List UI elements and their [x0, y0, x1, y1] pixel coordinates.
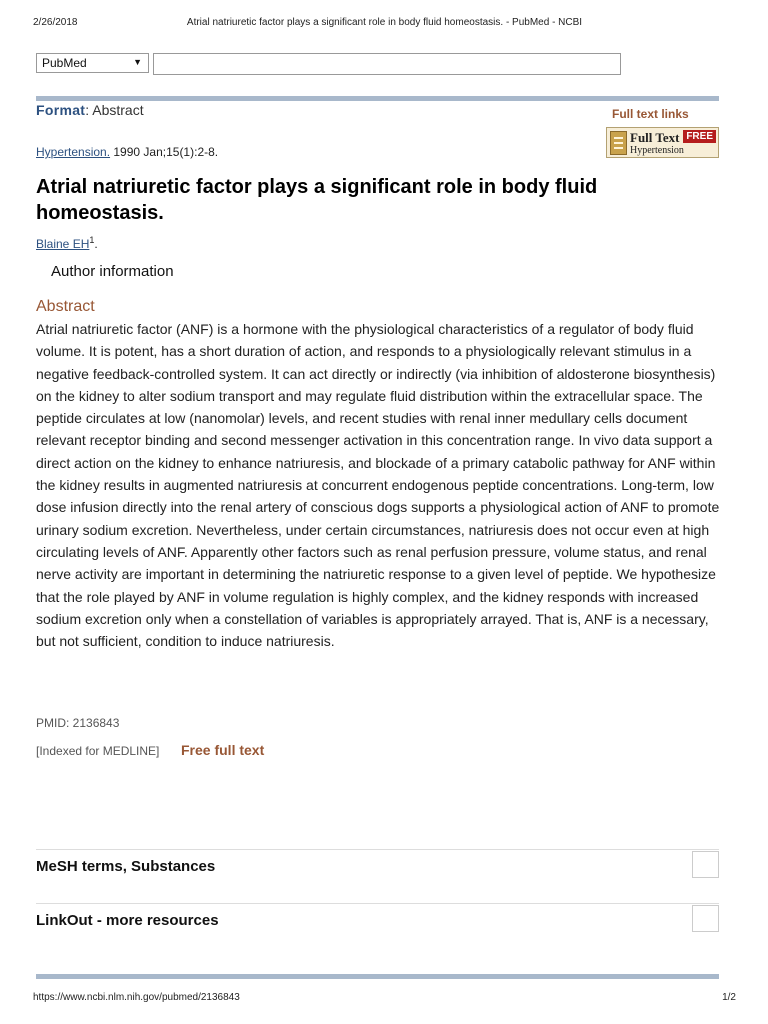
author-list-suffix: . [94, 237, 98, 251]
article-title: Atrial natriuretic factor plays a significant role in body fluid homeostasis. [36, 176, 598, 224]
database-select[interactable] [36, 53, 149, 73]
section-divider [36, 903, 719, 904]
print-page-title: Atrial natriuretic factor plays a significant role in body fluid homeostasis. - PubMed - NCBI [186, 17, 583, 28]
linkout-section-toggle[interactable]: LinkOut - more resources [36, 912, 219, 929]
full-text-badge-label: Full Text [630, 130, 680, 145]
print-date: 2/26/2018 [33, 17, 78, 28]
citation-details: 1990 Jan;15(1):2-8. [110, 145, 219, 159]
linkout-expand-icon[interactable] [692, 905, 719, 932]
indexed-status: [Indexed for MEDLINE] [36, 744, 160, 758]
section-divider [36, 849, 719, 850]
bottom-divider [36, 974, 719, 979]
database-select-value: PubMed [42, 56, 87, 70]
abstract-heading: Abstract [36, 298, 95, 315]
author-information-toggle[interactable]: Author information [51, 263, 174, 280]
format-selector[interactable] [36, 102, 144, 118]
search-input[interactable] [153, 53, 621, 75]
abstract-text: Atrial natriuretic factor (ANF) is a hormone with the physiological characteristics of a regulator of body fluid volume. It is potent, has a short duration of action, and responds to a physiologically relevant stimulus in a negative feedback-controlled system. It can act directly or indirectly (via inhibition of aldosterone biosynthesis) on the kidney to alter sodium transport and may regulate fluid distribution within the extracellular space. The peptide circulates at low (nanomolar) levels, and recent studies with renal inner medullary cells document relevant receptor binding and second messenger activation in this concentration range. In vivo data support a direct action on the kidney to enhance natriuresis, and blockade of a primary catabolic pathway for ANF within the kidney results in augmented natriuresis at concurrent endogenous peptide concentrations. Long-term, low dose infusion directly into the renal artery of conscious dogs supports a physiological action of ANF to promote urinary sodium excretion. Nevertheless, under certain circumstances, natriuresis does not occur even at high circulating levels of ANF. Apparently other factors such as renal perfusion pressure, volume status, and renal nerve activity are important in determining the natriuretic response to a given level of peptide. We hypothesize that the role played by ANF in volume regulation is highly complex, and the kidney responds with increased sodium excretion only when a constellation of variables is appropriately arrayed. That is, ANF is a necessary, but not sufficient, condition to induce natriuresis. [36, 321, 720, 650]
full-text-badge-journal: Hypertension [630, 145, 684, 156]
print-page-number: 1/2 [722, 992, 736, 1003]
free-full-text-link[interactable]: Free full text [181, 742, 265, 758]
journal-link[interactable]: Hypertension. [36, 145, 111, 159]
mesh-expand-icon[interactable] [692, 851, 719, 878]
author-list [36, 235, 98, 251]
author-link[interactable]: Blaine EH [36, 237, 90, 251]
author-affiliation-marker: 1 [89, 235, 95, 245]
journal-book-icon [610, 131, 627, 155]
pmid: PMID: 2136843 [36, 716, 120, 730]
full-text-links-heading: Full text links [612, 107, 689, 121]
mesh-terms-section-toggle[interactable]: MeSH terms, Substances [36, 858, 216, 875]
citation [36, 145, 218, 159]
free-badge: FREE [683, 130, 716, 143]
full-text-badge-link[interactable] [606, 127, 719, 158]
chevron-down-icon: ▼ [133, 57, 142, 67]
print-url: https://www.ncbi.nlm.nih.gov/pubmed/2136843 [33, 992, 240, 1003]
format-value: : Abstract [85, 102, 144, 118]
format-label: Format [36, 102, 86, 118]
top-divider [36, 96, 719, 101]
